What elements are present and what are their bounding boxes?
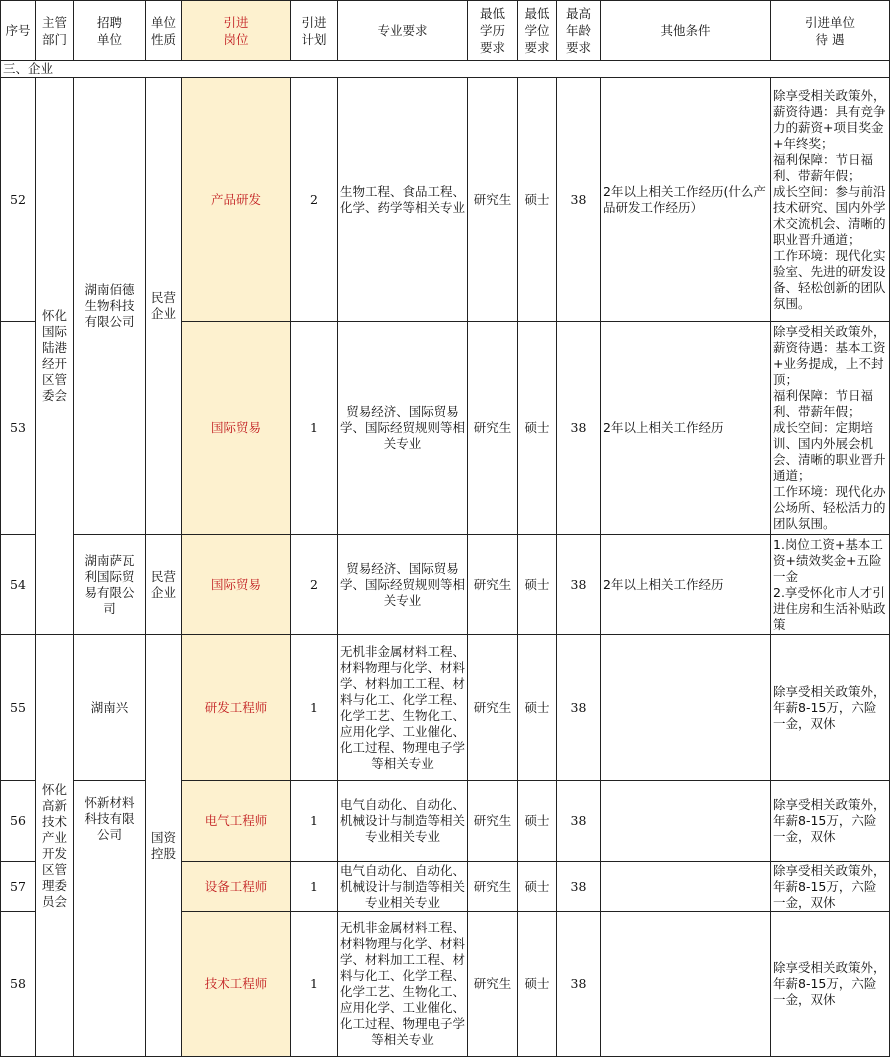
cell-other xyxy=(601,635,771,781)
unit-cell: 湖南兴 xyxy=(74,635,146,781)
cell-other: 2年以上相关工作经历(什么产品研发工作经历） xyxy=(601,78,771,322)
cell-plan: 1 xyxy=(291,322,338,535)
cell-position: 国际贸易 xyxy=(182,535,291,635)
cell-benefit: 除享受相关政策外，薪资待遇：具有竞争力的薪资+项目奖金+年终奖； 福利保障：节日福利、带薪年假； 成长空间：参与前沿技术研究、国内外学术交流机会、清晰的职业晋升通道； 工作环境：现代化实验室、先进的研发设备、轻松创新的团队氛围。 xyxy=(771,78,890,322)
cell-plan: 1 xyxy=(291,912,338,1057)
cell-age: 38 xyxy=(557,78,601,322)
header-benefit: 引进单位 待 遇 xyxy=(771,1,890,61)
cell-major: 电气自动化、自动化、机械设计与制造等相关专业相关专业 xyxy=(338,781,468,862)
cell-age: 38 xyxy=(557,862,601,912)
section-title: 三、企业 xyxy=(1,61,890,78)
nature-cell: 民营企业 xyxy=(146,535,182,635)
cell-edu: 研究生 xyxy=(468,535,518,635)
cell-major: 贸易经济、国际贸易学、国际经贸规则等相关专业 xyxy=(338,535,468,635)
cell-position: 国际贸易 xyxy=(182,322,291,535)
unit-name: 怀新材料科技有限公司 xyxy=(84,795,135,842)
header-unit: 招聘 单位 xyxy=(74,1,146,61)
cell-plan: 2 xyxy=(291,535,338,635)
cell-major: 生物工程、食品工程、化学、药学等相关专业 xyxy=(338,78,468,322)
cell-plan: 1 xyxy=(291,635,338,781)
cell-benefit: 除享受相关政策外，年薪8-15万，六险一金，双休 xyxy=(771,912,890,1057)
header-degree: 最低 学位 要求 xyxy=(518,1,557,61)
table-row xyxy=(1,78,890,322)
nature-cell: 国资控股 xyxy=(146,635,182,1057)
cell-edu: 研究生 xyxy=(468,635,518,781)
cell-other: 2年以上相关工作经历 xyxy=(601,535,771,635)
nature-cell: 民营企业 xyxy=(146,78,182,535)
cell-degree: 硕士 xyxy=(518,78,557,322)
unit-cell xyxy=(74,781,146,1057)
cell-degree: 硕士 xyxy=(518,912,557,1057)
header-major: 专业要求 xyxy=(338,1,468,61)
cell-major: 无机非金属材料工程、材料物理与化学、材料学、材料加工工程、材料与化工、化学工程、化学工艺、生物化工、应用化学、工业催化、化工过程、物理电子学等相关专业 xyxy=(338,635,468,781)
cell-edu: 研究生 xyxy=(468,912,518,1057)
header-dept: 主管 部门 xyxy=(36,1,74,61)
cell-other: 2年以上相关工作经历 xyxy=(601,322,771,535)
cell-seq: 54 xyxy=(1,535,36,635)
header-nature: 单位 性质 xyxy=(146,1,182,61)
header-edu: 最低 学历 要求 xyxy=(468,1,518,61)
cell-benefit: 除享受相关政策外，年薪8-15万，六险一金，双休 xyxy=(771,635,890,781)
cell-other xyxy=(601,781,771,862)
cell-major: 无机非金属材料工程、材料物理与化学、材料学、材料加工工程、材料与化工、化学工程、化学工艺、生物化工、应用化学、工业催化、化工过程、物理电子学等相关专业 xyxy=(338,912,468,1057)
cell-age: 38 xyxy=(557,322,601,535)
cell-edu: 研究生 xyxy=(468,78,518,322)
cell-benefit: 除享受相关政策外，年薪8-15万，六险一金，双休 xyxy=(771,862,890,912)
cell-degree: 硕士 xyxy=(518,635,557,781)
header-row xyxy=(1,1,890,61)
cell-benefit: 除享受相关政策外，薪资待遇：基本工资+业务提成，上不封顶； 福利保障：节日福利、带薪年假； 成长空间：定期培训、国内外展会机会、清晰的职业晋升通道； 工作环境：现代化办公场所、轻松活力的团队氛围。 xyxy=(771,322,890,535)
cell-seq: 53 xyxy=(1,322,36,535)
cell-age: 38 xyxy=(557,781,601,862)
cell-other xyxy=(601,912,771,1057)
cell-plan: 2 xyxy=(291,78,338,322)
cell-position: 产品研发 xyxy=(182,78,291,322)
cell-other xyxy=(601,862,771,912)
cell-edu: 研究生 xyxy=(468,862,518,912)
cell-major: 电气自动化、自动化、机械设计与制造等相关专业相关专业 xyxy=(338,862,468,912)
header-age: 最高 年龄 要求 xyxy=(557,1,601,61)
cell-position: 研发工程师 xyxy=(182,635,291,781)
cell-degree: 硕士 xyxy=(518,535,557,635)
table-row xyxy=(1,781,890,862)
unit-cell: 湖南萨瓦利国际贸易有限公司 xyxy=(74,535,146,635)
cell-position: 技术工程师 xyxy=(182,912,291,1057)
cell-position: 电气工程师 xyxy=(182,781,291,862)
cell-seq: 56 xyxy=(1,781,36,862)
cell-degree: 硕士 xyxy=(518,322,557,535)
header-plan: 引进 计划 xyxy=(291,1,338,61)
cell-seq: 58 xyxy=(1,912,36,1057)
dept-cell: 怀化高新技术产业开发区管理委员会 xyxy=(36,635,74,1057)
header-position: 引进 岗位 xyxy=(182,1,291,61)
cell-degree: 硕士 xyxy=(518,862,557,912)
table-row xyxy=(1,535,890,635)
cell-benefit: 除享受相关政策外，年薪8-15万，六险一金，双休 xyxy=(771,781,890,862)
cell-edu: 研究生 xyxy=(468,781,518,862)
cell-position: 设备工程师 xyxy=(182,862,291,912)
header-seq: 序号 xyxy=(1,1,36,61)
dept-cell: 怀化国际陆港经开区管委会 xyxy=(36,78,74,635)
cell-seq: 52 xyxy=(1,78,36,322)
unit-cell: 湖南佰德生物科技有限公司 xyxy=(74,78,146,535)
cell-age: 38 xyxy=(557,635,601,781)
cell-edu: 研究生 xyxy=(468,322,518,535)
cell-degree: 硕士 xyxy=(518,781,557,862)
cell-age: 38 xyxy=(557,535,601,635)
cell-age: 38 xyxy=(557,912,601,1057)
cell-major: 贸易经济、国际贸易学、国际经贸规则等相关专业 xyxy=(338,322,468,535)
header-other: 其他条件 xyxy=(601,1,771,61)
table-row xyxy=(1,635,890,781)
cell-plan: 1 xyxy=(291,862,338,912)
cell-plan: 1 xyxy=(291,781,338,862)
cell-seq: 57 xyxy=(1,862,36,912)
cell-benefit: 1.岗位工资+基本工资+绩效奖金+五险一金 2.享受怀化市人才引进住房和生活补贴政策 xyxy=(771,535,890,635)
cell-seq: 55 xyxy=(1,635,36,781)
